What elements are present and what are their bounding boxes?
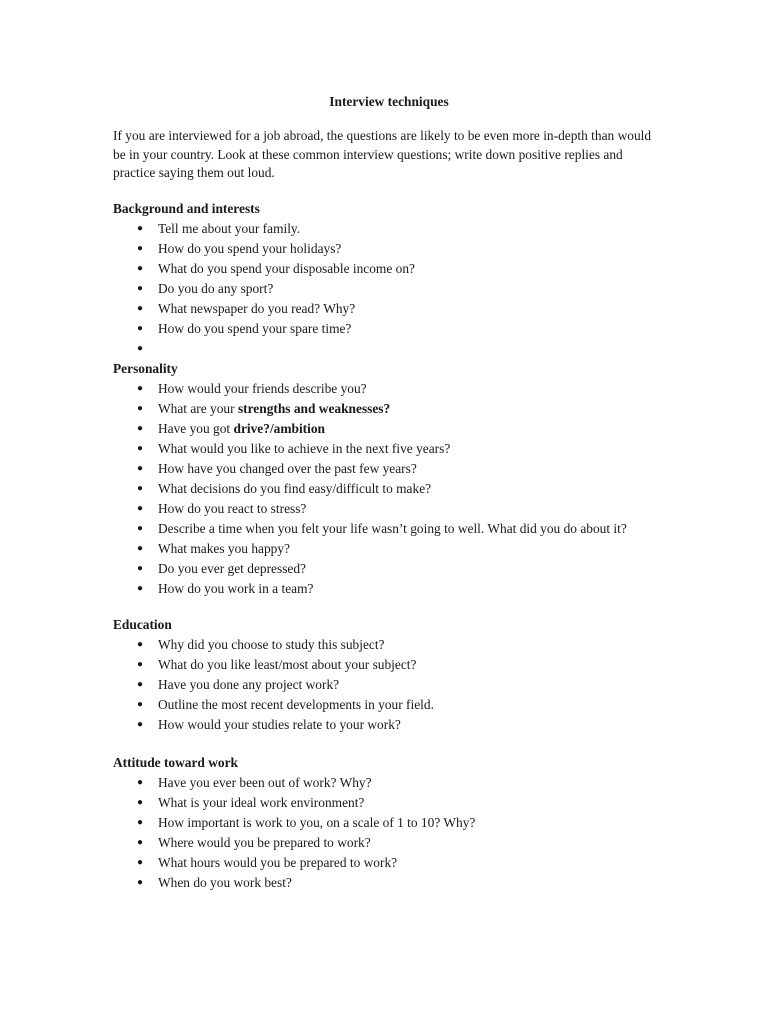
bullet-icon: ● xyxy=(137,876,144,888)
list-item: ● When do you work best? xyxy=(113,873,653,893)
list-item: ● Do you do any sport? xyxy=(113,279,653,299)
list-item: ● Tell me about your family. xyxy=(113,219,653,239)
list-item: ● How have you changed over the past few years? xyxy=(113,459,653,479)
section-heading-education: Education xyxy=(113,616,172,632)
intro-paragraph: If you are interviewed for a job abroad, the questions are likely to be even more in-depth than would be in your country. Look at these common interview questions; write down positive replies and practice saying them out loud. xyxy=(113,128,652,180)
emphasis-text: strengths and weaknesses? xyxy=(237,400,391,416)
personality-list xyxy=(113,379,653,599)
list-item: ● What decisions do you find easy/difficult to make? xyxy=(113,479,653,499)
list-item: ● How do you spend your holidays? xyxy=(113,239,653,259)
bullet-icon: ● xyxy=(137,718,144,730)
list-item: ● How do you work in a team? xyxy=(113,579,653,599)
bullet-icon: ● xyxy=(137,442,144,454)
list-item: ● How do you react to stress? xyxy=(113,499,653,519)
education-list xyxy=(113,635,653,735)
list-item: ● How would your friends describe you? xyxy=(113,379,653,399)
list-item: ● What makes you happy? xyxy=(113,539,653,559)
bullet-icon: ● xyxy=(137,816,144,828)
document-page xyxy=(113,92,653,893)
emphasis-text: drive?/ambition xyxy=(233,420,326,436)
bullet-icon: ● xyxy=(137,322,144,334)
bullet-icon: ● xyxy=(137,522,144,534)
bullet-icon: ● xyxy=(137,222,144,234)
bullet-icon: ● xyxy=(137,698,144,710)
list-item-empty xyxy=(113,339,653,359)
list-item: ● What would you like to achieve in the next five years? xyxy=(113,439,653,459)
bullet-icon: ● xyxy=(137,382,144,394)
bullet-icon: ● xyxy=(137,678,144,690)
bullet-icon: ● xyxy=(137,282,144,294)
section-spacer xyxy=(113,599,653,615)
section-heading-attitude: Attitude toward work xyxy=(113,754,238,770)
bullet-icon: ● xyxy=(137,562,144,574)
bullet-icon: ● xyxy=(137,542,144,554)
list-item: ● What is your ideal work environment? xyxy=(113,793,653,813)
bullet-icon: ● xyxy=(137,856,144,868)
bullet-icon: ● xyxy=(137,776,144,788)
list-item: ● Where would you be prepared to work? xyxy=(113,833,653,853)
section-heading-background: Background and interests xyxy=(113,200,260,216)
list-item: ● What do you spend your disposable income on? xyxy=(113,259,653,279)
bullet-icon: ● xyxy=(137,502,144,514)
list-item: ● What hours would you be prepared to work? xyxy=(113,853,653,873)
list-item: ● Have you done any project work? xyxy=(113,675,653,695)
list-item: ● Have you got drive?/ambition xyxy=(113,419,653,439)
bullet-icon: ● xyxy=(137,342,144,354)
document-title: Interview techniques xyxy=(329,94,449,109)
bullet-icon: ● xyxy=(137,582,144,594)
list-item: ● What are your strengths and weaknesses? xyxy=(113,399,653,419)
bullet-icon: ● xyxy=(137,658,144,670)
list-item: ● Have you ever been out of work? Why? xyxy=(113,773,653,793)
bullet-icon: ● xyxy=(137,422,144,434)
list-item: ● Describe a time when you felt your life wasn’t going to well. What did you do about it? xyxy=(113,519,653,539)
bullet-icon: ● xyxy=(137,242,144,254)
bullet-icon: ● xyxy=(137,262,144,274)
list-item: ● How do you spend your spare time? xyxy=(113,319,653,339)
list-item: ● How important is work to you, on a scale of 1 to 10? Why? xyxy=(113,813,653,833)
bullet-icon: ● xyxy=(137,402,144,414)
bullet-icon: ● xyxy=(137,796,144,808)
bullet-icon: ● xyxy=(137,462,144,474)
list-item: ● Why did you choose to study this subject? xyxy=(113,635,653,655)
list-item: ● What newspaper do you read? Why? xyxy=(113,299,653,319)
list-item: ● How would your studies relate to your work? xyxy=(113,715,653,735)
bullet-icon: ● xyxy=(137,836,144,848)
attitude-list xyxy=(113,773,653,893)
bullet-icon: ● xyxy=(137,482,144,494)
list-item: ● Do you ever get depressed? xyxy=(113,559,653,579)
bullet-icon: ● xyxy=(137,638,144,650)
section-heading-personality: Personality xyxy=(113,360,178,376)
bullet-icon: ● xyxy=(137,302,144,314)
list-item: ● What do you like least/most about your subject? xyxy=(113,655,653,675)
background-list xyxy=(113,219,653,359)
list-item: ● Outline the most recent developments in your field. xyxy=(113,695,653,715)
section-spacer xyxy=(113,735,653,753)
